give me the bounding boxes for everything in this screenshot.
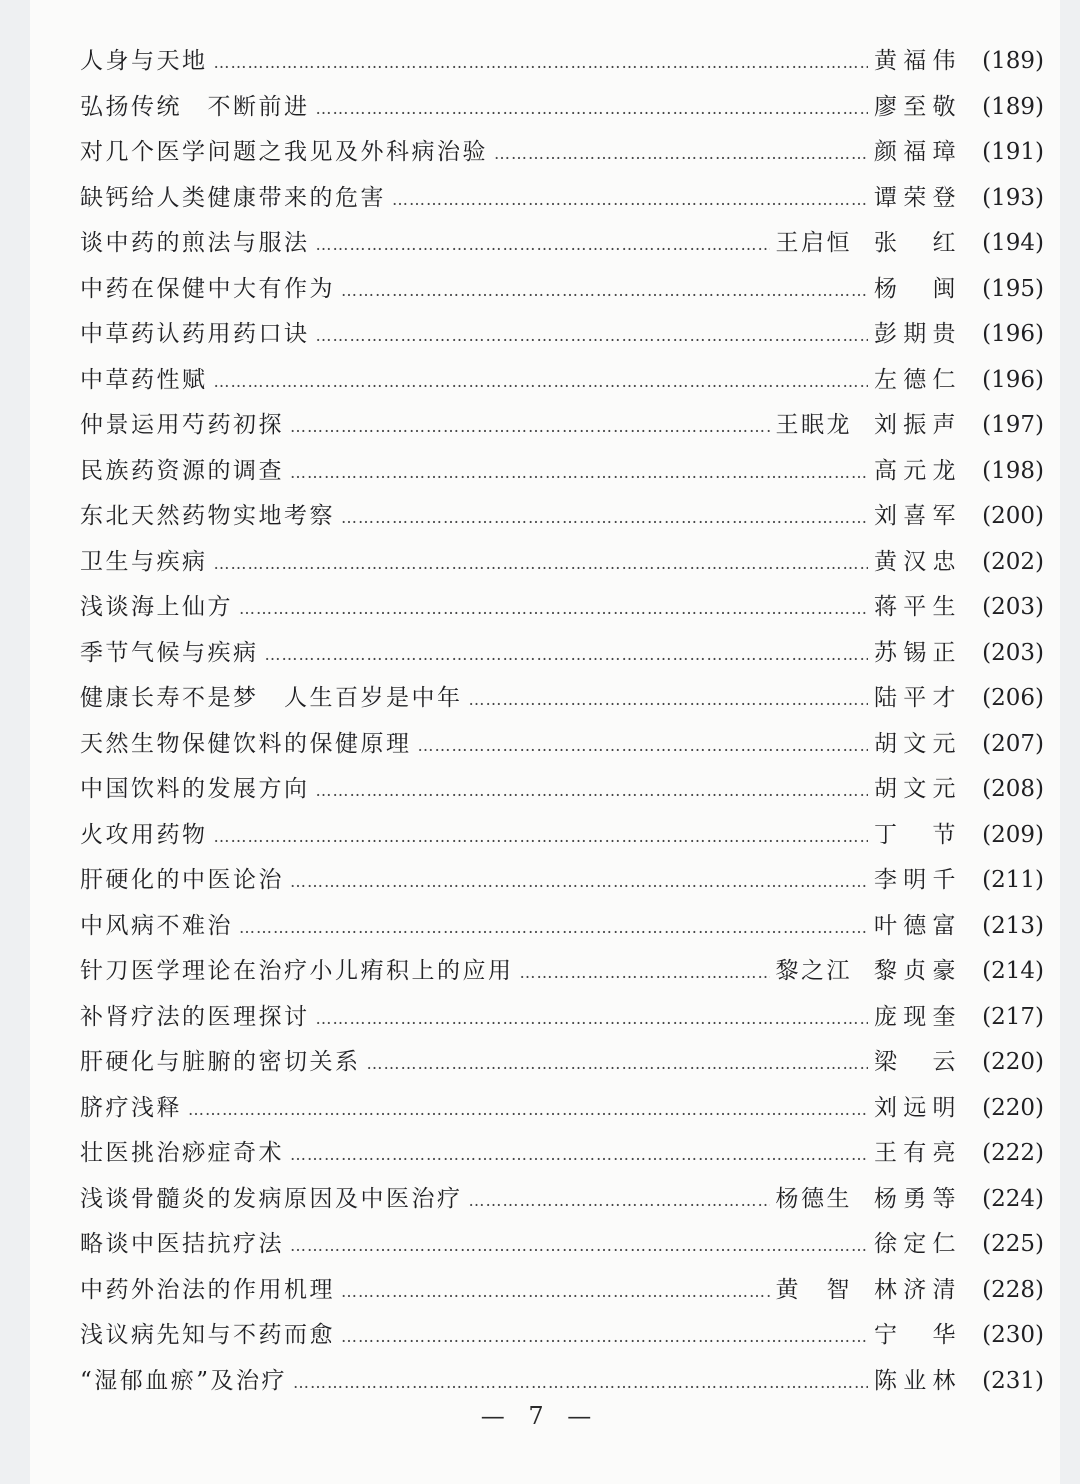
- toc-entry-title: 针刀医学理论在治疗小儿痏积上的应用: [80, 958, 514, 984]
- toc-entry: [80, 224, 1044, 270]
- dot-leader: [214, 372, 869, 391]
- toc-entry: [80, 816, 1044, 862]
- dot-leader: [214, 827, 869, 846]
- toc-entry-author: 庞现奎: [874, 1003, 958, 1030]
- toc-entry-author: 李明千: [874, 867, 958, 893]
- toc-entry-page: (189): [982, 93, 1044, 120]
- toc-entry-page: (213): [982, 912, 1044, 939]
- toc-entry-page: (203): [982, 594, 1044, 620]
- dot-leader: [367, 1054, 869, 1073]
- toc-entry-author: 张 红: [874, 230, 958, 256]
- toc-entry-title: 火攻用药物: [80, 821, 208, 848]
- toc-entry-title: 中药在保健中大有作为: [80, 275, 335, 302]
- dot-leader: [341, 281, 868, 300]
- toc-entry-title: 民族药资源的调查: [80, 457, 284, 484]
- toc-entry-page: (228): [982, 1276, 1044, 1303]
- toc-entry-author: 彭期贵: [874, 321, 958, 347]
- toc-entry-title: 中国饮料的发展方向: [80, 776, 310, 802]
- dot-leader: [188, 1100, 868, 1119]
- toc-entry-author: 谭荣登: [874, 184, 958, 211]
- toc-entry-page: (230): [982, 1322, 1044, 1348]
- toc-entry-page: (191): [982, 139, 1044, 165]
- dot-leader: [293, 1373, 868, 1392]
- toc-entry-author: 高元龙: [874, 457, 958, 484]
- toc-entry-author: 林济清: [874, 1276, 958, 1303]
- toc-entry-title: 卫生与疾病: [80, 548, 208, 575]
- dot-leader: [290, 417, 770, 436]
- toc-entry-author: 杨 闽: [874, 275, 958, 302]
- toc-entry-title: 略谈中医拮抗疗法: [80, 1231, 284, 1257]
- toc-entry: [80, 770, 1044, 816]
- toc-entry-author: 刘振声: [874, 412, 958, 438]
- table-of-contents: [80, 42, 1044, 1407]
- toc-entry-author: 蒋平生: [874, 594, 958, 620]
- toc-entry-author: 刘喜军: [874, 503, 958, 529]
- toc-entry-page: (206): [982, 685, 1044, 711]
- toc-entry: [80, 1134, 1044, 1180]
- toc-entry-title: 中药外治法的作用机理: [80, 1276, 335, 1303]
- toc-entry-author: 丁 节: [874, 821, 958, 848]
- toc-entry-page: (217): [982, 1003, 1044, 1030]
- toc-entry-title: 浅议病先知与不药而愈: [80, 1322, 335, 1348]
- toc-entry-author: 王有亮: [874, 1140, 958, 1166]
- toc-entry-author: 陆平才: [874, 685, 958, 711]
- dot-leader: [494, 144, 868, 163]
- toc-entry: [80, 861, 1044, 907]
- toc-entry-page: (214): [982, 958, 1044, 984]
- toc-entry-page: (225): [982, 1231, 1044, 1257]
- toc-entry-title: 肝硬化的中医论治: [80, 867, 284, 893]
- toc-entry-page: (197): [982, 412, 1044, 438]
- toc-entry-author: 廖至敬: [874, 93, 958, 120]
- toc-entry-coauthor: 王启恒: [775, 230, 852, 256]
- dot-leader: [469, 690, 869, 709]
- toc-entry-title: 谈中药的煎法与服法: [80, 230, 310, 256]
- toc-entry: [80, 1271, 1044, 1317]
- toc-entry-coauthor: 杨德生: [775, 1185, 852, 1212]
- toc-entry-title: 弘扬传统 不断前进: [80, 93, 310, 120]
- toc-entry-title: 补肾疗法的医理探讨: [80, 1003, 310, 1030]
- toc-entry-page: (224): [982, 1185, 1044, 1212]
- toc-entry-author: 胡文元: [874, 776, 958, 802]
- toc-entry-title: 东北天然药物实地考察: [80, 503, 335, 529]
- toc-entry: [80, 270, 1044, 316]
- toc-entry: [80, 1089, 1044, 1135]
- toc-entry: [80, 998, 1044, 1044]
- dot-leader: [290, 463, 868, 482]
- toc-entry-page: (203): [982, 639, 1044, 666]
- toc-entry-coauthor: 王眠龙: [775, 412, 852, 438]
- dot-leader: [341, 1282, 770, 1301]
- dot-leader: [520, 963, 770, 982]
- toc-entry-coauthor: 黎之江: [775, 958, 852, 984]
- toc-entry-title: 浅谈骨髓炎的发病原因及中医治疗: [80, 1185, 463, 1212]
- toc-entry-page: (222): [982, 1140, 1044, 1166]
- toc-entry-title: 对几个医学问题之我见及外科病治验: [80, 139, 488, 165]
- toc-entry: [80, 907, 1044, 953]
- toc-entry-title: 中风病不难治: [80, 912, 233, 939]
- toc-entry: [80, 361, 1044, 407]
- toc-entry-page: (196): [982, 321, 1044, 347]
- toc-entry-author: 梁 云: [874, 1049, 958, 1075]
- dot-leader: [341, 508, 868, 527]
- toc-entry-title: 健康长寿不是梦 人生百岁是中年: [80, 685, 463, 711]
- toc-entry: [80, 725, 1044, 771]
- toc-entry: [80, 1043, 1044, 1089]
- toc-entry-title: 缺钙给人类健康带来的危害: [80, 184, 386, 211]
- dot-leader: [316, 1009, 869, 1028]
- toc-entry-page: (198): [982, 457, 1044, 484]
- toc-entry: [80, 634, 1044, 680]
- toc-entry-author: 黄汉忠: [874, 548, 958, 575]
- dot-leader: [290, 872, 868, 891]
- dot-leader: [239, 918, 868, 937]
- dot-leader: [316, 326, 869, 345]
- toc-entry-title: 中草药认药用药口诀: [80, 321, 310, 347]
- toc-entry: [80, 543, 1044, 589]
- toc-entry-page: (209): [982, 821, 1044, 848]
- dot-leader: [316, 781, 869, 800]
- dot-leader: [469, 1191, 770, 1210]
- toc-entry: [80, 88, 1044, 134]
- toc-entry-page: (202): [982, 548, 1044, 575]
- toc-entry-author: 黎贞豪: [874, 958, 958, 984]
- toc-entry-title: 浅谈海上仙方: [80, 594, 233, 620]
- toc-entry-author: 左德仁: [874, 366, 958, 393]
- toc-entry-title: 壮医挑治痧症奇术: [80, 1140, 284, 1166]
- toc-entry: [80, 1180, 1044, 1226]
- dot-leader: [418, 736, 869, 755]
- toc-entry-page: (207): [982, 730, 1044, 757]
- toc-entry-page: (193): [982, 184, 1044, 211]
- toc-entry-title: 季节气候与疾病: [80, 639, 259, 666]
- toc-entry-page: (189): [982, 48, 1044, 74]
- toc-entry: [80, 588, 1044, 634]
- dot-leader: [214, 554, 869, 573]
- toc-entry-author: 黄福伟: [874, 48, 958, 74]
- dot-leader: [265, 645, 869, 664]
- toc-entry: [80, 42, 1044, 88]
- toc-entry: [80, 1316, 1044, 1362]
- toc-entry-title: “湿郁血瘀”及治疗: [80, 1367, 288, 1394]
- toc-entry-page: (211): [982, 867, 1044, 893]
- toc-entry-author: 刘远明: [874, 1094, 958, 1121]
- toc-entry-author: 苏锡正: [874, 639, 958, 666]
- toc-entry: [80, 133, 1044, 179]
- toc-entry-author: 颜福璋: [874, 139, 958, 165]
- dot-leader: [290, 1236, 868, 1255]
- toc-entry-title: 中草药性赋: [80, 366, 208, 393]
- toc-entry: [80, 452, 1044, 498]
- dot-leader: [239, 599, 868, 618]
- toc-entry-author: 徐定仁: [874, 1231, 958, 1257]
- dot-leader: [341, 1327, 868, 1346]
- toc-entry: [80, 679, 1044, 725]
- dot-leader: [290, 1145, 868, 1164]
- toc-entry-page: (194): [982, 230, 1044, 256]
- toc-entry-title: 人身与天地: [80, 48, 208, 74]
- toc-entry-page: (220): [982, 1049, 1044, 1075]
- toc-entry-title: 肝硬化与脏腑的密切关系: [80, 1049, 361, 1075]
- toc-entry-title: 脐疗浅释: [80, 1094, 182, 1121]
- toc-entry-page: (195): [982, 275, 1044, 302]
- page-number: — 7 —: [480, 1402, 600, 1430]
- toc-entry-coauthor: 黄 智: [775, 1276, 852, 1303]
- toc-entry-page: (220): [982, 1094, 1044, 1121]
- toc-entry-author: 胡文元: [874, 730, 958, 757]
- toc-entry: [80, 1225, 1044, 1271]
- toc-entry-title: 仲景运用芍药初探: [80, 412, 284, 438]
- toc-entry: [80, 1362, 1044, 1408]
- dot-leader: [316, 99, 869, 118]
- toc-entry: [80, 497, 1044, 543]
- toc-entry: [80, 406, 1044, 452]
- toc-entry-title: 天然生物保健饮料的保健原理: [80, 730, 412, 757]
- toc-entry: [80, 952, 1044, 998]
- toc-entry-author: 叶德富: [874, 912, 958, 939]
- toc-entry: [80, 179, 1044, 225]
- toc-entry-page: (231): [982, 1367, 1044, 1394]
- toc-entry-author: 杨勇等: [874, 1185, 958, 1212]
- toc-entry-page: (200): [982, 503, 1044, 529]
- dot-leader: [214, 53, 869, 72]
- toc-entry: [80, 315, 1044, 361]
- toc-entry-page: (208): [982, 776, 1044, 802]
- toc-entry-author: 陈业林: [874, 1367, 958, 1394]
- dot-leader: [392, 190, 868, 209]
- toc-entry-page: (196): [982, 366, 1044, 393]
- dot-leader: [316, 235, 770, 254]
- toc-entry-author: 宁 华: [874, 1322, 958, 1348]
